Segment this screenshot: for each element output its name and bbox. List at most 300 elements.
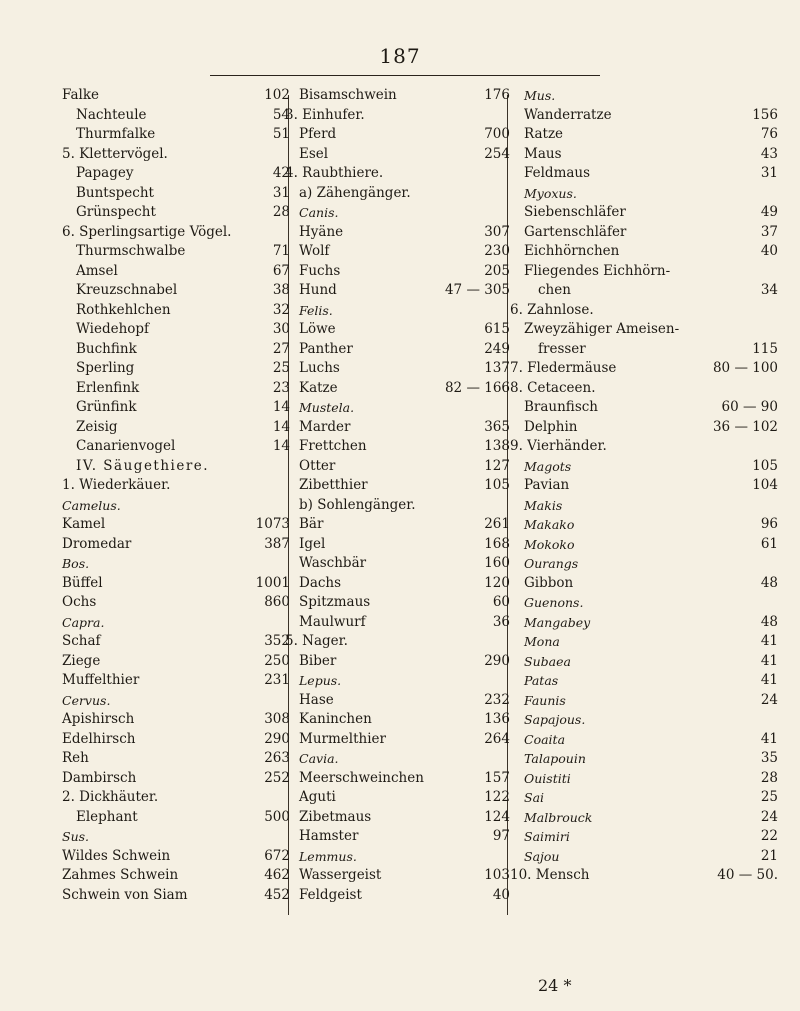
- entry-value: 37: [760, 223, 778, 240]
- entry-value: 254: [484, 145, 510, 162]
- entry-label: Wanderratze: [524, 106, 612, 123]
- entry-value: 615: [484, 321, 510, 337]
- entry-label: Nachteule: [76, 106, 147, 123]
- entry-label: Lepus.: [299, 673, 342, 688]
- entry-value: 290: [264, 730, 290, 747]
- entry-value: 860: [264, 594, 290, 610]
- table-row: [62, 437, 290, 457]
- table-row: [62, 86, 290, 106]
- table-row: [510, 613, 778, 633]
- table-row: [62, 223, 282, 243]
- entry-value: 35: [760, 750, 778, 766]
- entry-label: Zeisig: [76, 418, 118, 435]
- entry-value: 36: [492, 613, 510, 630]
- entry-label: Gartenschläfer: [524, 223, 627, 240]
- entry-value: 137: [484, 360, 510, 376]
- table-row: [285, 866, 510, 886]
- table-row: [510, 125, 778, 145]
- table-row: [285, 262, 510, 282]
- table-row: [62, 632, 290, 652]
- table-row: [510, 418, 778, 438]
- entry-label: Makako: [524, 517, 575, 532]
- entry-value: 61: [760, 535, 778, 552]
- table-row: [285, 359, 510, 379]
- entry-value: 47 — 305: [444, 282, 510, 298]
- table-row: [510, 145, 778, 165]
- entry-value: 40: [760, 243, 778, 259]
- entry-value: 105: [484, 477, 510, 493]
- entry-label: Erlenfink: [76, 379, 140, 396]
- entry-label: Saimiri: [524, 829, 570, 844]
- table-row: [285, 203, 510, 223]
- entry-value: 24: [760, 808, 778, 825]
- entry-value: 105: [752, 457, 778, 474]
- entry-value: 71: [272, 243, 290, 259]
- table-row: [285, 398, 510, 418]
- page-number: 187: [379, 44, 421, 68]
- table-row: [510, 398, 778, 418]
- entry-value: 28: [760, 769, 778, 786]
- entry-label: Aguti: [299, 789, 336, 805]
- entry-label: Hase: [299, 691, 334, 708]
- table-row: [62, 671, 290, 691]
- entry-label: Papagey: [76, 165, 134, 181]
- table-row: [285, 749, 510, 769]
- entry-label: Fliegendes Eichhörn-: [524, 262, 671, 279]
- entry-label: Kreuzschnabel: [76, 282, 178, 298]
- table-row: [285, 769, 510, 789]
- signature-mark: 24 *: [538, 976, 572, 995]
- entry-label: Myoxus.: [524, 185, 577, 201]
- entry-label: Otter: [299, 457, 336, 474]
- entry-label: Capra.: [62, 614, 105, 630]
- entry-value: 387: [264, 535, 290, 552]
- entry-label: Patas: [524, 673, 559, 688]
- entry-value: 205: [484, 262, 510, 279]
- entry-value: 352: [264, 633, 290, 649]
- table-row: [62, 418, 290, 438]
- table-row: [285, 496, 510, 516]
- entry-label: Wiedehopf: [76, 321, 150, 337]
- entry-value: 31: [272, 184, 290, 201]
- table-row: [62, 866, 290, 886]
- entry-label: Waschbär: [299, 555, 367, 571]
- table-row: [62, 281, 290, 301]
- table-row: [285, 535, 510, 555]
- table-row: [285, 223, 510, 243]
- entry-value: 48: [760, 574, 778, 591]
- entry-label: Reh: [62, 750, 89, 766]
- entry-label: Fuchs: [299, 262, 341, 279]
- entry-value: 14: [272, 399, 290, 415]
- entry-value: 76: [760, 126, 778, 142]
- table-row: [510, 86, 778, 106]
- table-row: [62, 398, 290, 418]
- table-column-2: [285, 86, 510, 905]
- header-rule: [210, 75, 600, 76]
- table-row: [510, 769, 778, 789]
- entry-label: Marder: [299, 418, 351, 435]
- entry-label: Cavia.: [299, 751, 339, 766]
- table-row: [62, 847, 290, 867]
- entry-label: Hamster: [299, 828, 359, 844]
- table-row: [62, 535, 290, 555]
- entry-label: Kamel: [62, 516, 106, 532]
- entry-label: Feldgeist: [299, 886, 362, 903]
- table-row: [285, 808, 510, 828]
- entry-label: Zahmes Schwein: [62, 867, 179, 883]
- table-row: [285, 847, 510, 867]
- entry-value: 32: [272, 301, 290, 318]
- entry-value: 261: [484, 516, 510, 532]
- entry-value: 160: [484, 555, 510, 571]
- table-row: [510, 437, 778, 457]
- entry-label: Thurmfalke: [76, 126, 156, 142]
- entry-label: Mustela.: [299, 400, 355, 415]
- entry-label: Mangabey: [524, 614, 591, 630]
- entry-value: 43: [760, 145, 778, 162]
- entry-value: 136: [484, 711, 510, 727]
- table-row: [510, 164, 778, 184]
- entry-label: Hund: [299, 282, 337, 298]
- entry-label: Feldmaus: [524, 165, 591, 181]
- entry-value: 27: [272, 340, 290, 357]
- table-row: [62, 476, 282, 496]
- table-row: [62, 769, 290, 789]
- entry-label: Ourangs: [524, 556, 579, 571]
- entry-value: 97: [492, 828, 510, 844]
- entry-label: Magots: [524, 458, 572, 474]
- table-row: [285, 827, 510, 847]
- entry-label: Edelhirsch: [62, 730, 136, 747]
- entry-label: Buchfink: [76, 340, 137, 357]
- table-row: [285, 886, 510, 906]
- entry-value: 232: [484, 691, 510, 708]
- entry-label: Büffel: [62, 574, 103, 591]
- entry-value: 103: [484, 867, 510, 883]
- entry-value: 36 — 102: [712, 418, 778, 435]
- entry-value: 23: [272, 379, 290, 396]
- entry-label: Cervus.: [62, 692, 111, 708]
- table-row: [285, 320, 510, 340]
- entry-label: Luchs: [299, 360, 340, 376]
- table-row: [510, 379, 778, 399]
- table-row: [62, 145, 282, 165]
- entry-label: Ratze: [524, 126, 564, 142]
- table-row: [510, 535, 778, 555]
- entry-value: 28: [272, 204, 290, 220]
- entry-value: 500: [264, 808, 290, 825]
- entry-label: Sus.: [62, 829, 90, 844]
- entry-label: Biber: [299, 652, 337, 669]
- entry-value: 30: [272, 321, 290, 337]
- table-row: [62, 515, 290, 535]
- entry-value: 157: [484, 769, 510, 786]
- entry-label: 5. Klettervögel.: [62, 145, 168, 162]
- table-row: [62, 808, 290, 828]
- table-row: [285, 242, 510, 262]
- entry-label: Wolf: [299, 243, 330, 259]
- entry-label: 8. Cetaceen.: [510, 379, 596, 396]
- entry-label: Rothkehlchen: [76, 301, 171, 318]
- entry-label: Meerschweinchen: [299, 769, 424, 786]
- entry-label: Coaita: [524, 731, 566, 747]
- entry-label: Canis.: [299, 205, 339, 220]
- entry-value: 14: [272, 438, 290, 454]
- entry-value: 290: [484, 652, 510, 669]
- entry-value: 307: [484, 223, 510, 240]
- table-row: [510, 262, 778, 282]
- entry-label: Canarienvogel: [76, 438, 176, 454]
- entry-label: 1. Wiederkäuer.: [62, 477, 171, 493]
- table-row: [62, 125, 290, 145]
- table-row: [510, 359, 778, 379]
- entry-value: 80 — 100: [712, 360, 778, 376]
- entry-label: Muffelthier: [62, 672, 140, 688]
- entry-label: a) Zähengänger.: [299, 184, 411, 201]
- entry-label: Gibbon: [524, 574, 574, 591]
- entry-value: 700: [484, 126, 510, 142]
- entry-label: 9. Vierhänder.: [510, 438, 607, 454]
- entry-label: Ziege: [62, 652, 101, 669]
- table-row: [510, 301, 778, 321]
- entry-value: 41: [760, 652, 778, 669]
- table-row: [62, 554, 282, 574]
- table-row: [510, 457, 778, 477]
- entry-value: 60: [492, 594, 510, 610]
- entry-value: 51: [272, 126, 290, 142]
- entry-label: IV. Säugethiere.: [76, 457, 210, 474]
- entry-value: 40 — 50.: [717, 867, 778, 883]
- table-row: [62, 613, 282, 633]
- table-row: [62, 886, 290, 906]
- entry-label: Malbrouck: [524, 809, 593, 825]
- entry-label: Bär: [299, 516, 324, 532]
- entry-value: 120: [484, 574, 510, 591]
- entry-value: 122: [484, 789, 510, 805]
- entry-value: 462: [264, 867, 290, 883]
- table-row: [285, 125, 510, 145]
- entry-label: Dromedar: [62, 535, 132, 552]
- entry-label: Esel: [299, 145, 329, 162]
- table-row: [62, 710, 290, 730]
- table-row: [510, 496, 778, 516]
- table-row: [62, 457, 282, 477]
- table-row: [62, 301, 290, 321]
- entry-label: chen: [538, 282, 571, 298]
- table-row: [510, 223, 778, 243]
- entry-value: 156: [752, 106, 778, 123]
- table-row: [510, 574, 778, 594]
- table-row: [510, 340, 778, 360]
- table-row: [62, 827, 282, 847]
- entry-value: 41: [760, 633, 778, 649]
- table-row: [285, 164, 510, 184]
- entry-label: Siebenschläfer: [524, 204, 626, 220]
- entry-value: 124: [484, 808, 510, 825]
- table-row: [285, 652, 510, 672]
- entry-label: Igel: [299, 535, 326, 552]
- entry-value: 1001: [255, 574, 290, 591]
- entry-label: Dachs: [299, 574, 342, 591]
- entry-value: 14: [272, 418, 290, 435]
- table-row: [285, 730, 510, 750]
- table-row: [285, 340, 510, 360]
- entry-label: fresser: [538, 340, 586, 357]
- entry-label: Ochs: [62, 594, 97, 610]
- table-column-1: [62, 86, 290, 905]
- table-row: [285, 281, 510, 301]
- entry-label: Camelus.: [62, 497, 121, 513]
- entry-value: 115: [752, 340, 778, 357]
- entry-value: 250: [264, 652, 290, 669]
- entry-value: 264: [484, 730, 510, 747]
- entry-value: 25: [760, 789, 778, 805]
- entry-label: Mus.: [524, 88, 556, 103]
- entry-label: Grünfink: [76, 399, 137, 415]
- entry-label: Wassergeist: [299, 867, 382, 883]
- entry-value: 34: [760, 282, 778, 298]
- entry-label: Wildes Schwein: [62, 847, 171, 864]
- table-row: [510, 847, 778, 867]
- entry-value: 176: [484, 87, 510, 103]
- entry-value: 252: [264, 769, 290, 786]
- table-row: [510, 476, 778, 496]
- table-row: [62, 749, 290, 769]
- entry-label: Apishirsch: [62, 711, 135, 727]
- table-row: [285, 691, 510, 711]
- entry-label: Elephant: [76, 808, 138, 825]
- entry-label: Schwein von Siam: [62, 886, 188, 903]
- table-row: [285, 613, 510, 633]
- entry-value: 672: [264, 847, 290, 864]
- table-row: [285, 184, 510, 204]
- entry-label: Frettchen: [299, 438, 367, 454]
- entry-label: Falke: [62, 87, 99, 103]
- table-row: [62, 164, 290, 184]
- table-row: [510, 691, 778, 711]
- table-row: [62, 788, 282, 808]
- entry-label: 4. Raubthiere.: [285, 165, 384, 181]
- table-row: [510, 866, 778, 886]
- entry-label: Talapouin: [524, 751, 586, 766]
- table-row: [62, 496, 282, 516]
- entry-label: Pavian: [524, 477, 570, 493]
- table-row: [285, 86, 510, 106]
- table-row: [510, 730, 778, 750]
- entry-value: 96: [760, 516, 778, 532]
- table-row: [510, 554, 778, 574]
- entry-label: Maus: [524, 145, 562, 162]
- entry-value: 452: [264, 886, 290, 903]
- table-row: [285, 379, 510, 399]
- entry-value: 138: [484, 438, 510, 454]
- entry-label: Katze: [299, 379, 338, 396]
- entry-value: 48: [760, 613, 778, 630]
- entry-label: 6. Zahnlose.: [510, 301, 594, 318]
- entry-value: 42: [272, 165, 290, 181]
- entry-label: Braunfisch: [524, 399, 598, 415]
- entry-label: Sapajous.: [524, 712, 586, 727]
- table-row: [285, 574, 510, 594]
- entry-label: Subaea: [524, 653, 571, 669]
- entry-label: 5. Nager.: [285, 633, 348, 649]
- entry-label: Hyäne: [299, 223, 344, 240]
- table-row: [62, 730, 290, 750]
- entry-label: 6. Sperlingsartige Vögel.: [62, 223, 232, 240]
- entry-value: 365: [484, 418, 510, 435]
- entry-label: Guenons.: [524, 595, 584, 610]
- table-row: [510, 808, 778, 828]
- table-row: [510, 281, 778, 301]
- entry-label: Schaf: [62, 633, 101, 649]
- entry-value: 21: [760, 847, 778, 864]
- entry-label: 7. Fledermäuse: [510, 360, 617, 376]
- table-row: [285, 418, 510, 438]
- table-row: [510, 671, 778, 691]
- entry-value: 102: [264, 87, 290, 103]
- table-row: [510, 632, 778, 652]
- entry-label: Ouistiti: [524, 770, 571, 786]
- table-row: [510, 827, 778, 847]
- table-row: [510, 242, 778, 262]
- entry-label: Zibetthier: [299, 477, 368, 493]
- table-row: [510, 515, 778, 535]
- entry-label: Mokoko: [524, 536, 575, 552]
- table-row: [285, 476, 510, 496]
- entry-label: Amsel: [76, 262, 118, 279]
- table-row: [285, 593, 510, 613]
- entry-label: Thurmschwalbe: [76, 243, 186, 259]
- table-row: [510, 749, 778, 769]
- entry-value: 41: [760, 730, 778, 747]
- entry-label: Bisamschwein: [299, 87, 397, 103]
- entry-value: 104: [752, 477, 778, 493]
- entry-value: 38: [272, 282, 290, 298]
- table-row: [510, 106, 778, 126]
- table-row: [62, 593, 290, 613]
- entry-value: 22: [760, 828, 778, 844]
- table-row: [62, 262, 290, 282]
- entry-value: 308: [264, 711, 290, 727]
- table-row: [62, 379, 290, 399]
- table-row: [62, 359, 290, 379]
- table-row: [285, 106, 510, 126]
- entry-value: 24: [760, 691, 778, 708]
- table-row: [62, 340, 290, 360]
- entry-value: 263: [264, 750, 290, 766]
- entry-label: Buntspecht: [76, 184, 154, 201]
- table-row: [510, 184, 778, 204]
- entry-label: b) Sohlengänger.: [299, 496, 416, 513]
- table-row: [285, 710, 510, 730]
- entry-label: Mona: [524, 634, 560, 649]
- entry-value: 31: [760, 165, 778, 181]
- entry-label: Murmelthier: [299, 730, 386, 747]
- entry-label: Eichhörnchen: [524, 243, 620, 259]
- entry-value: 54: [272, 106, 290, 123]
- table-row: [285, 301, 510, 321]
- table-row: [285, 145, 510, 165]
- table-row: [285, 437, 510, 457]
- table-row: [510, 593, 778, 613]
- table-row: [510, 203, 778, 223]
- entry-label: Kaninchen: [299, 711, 372, 727]
- entry-label: Zweyzähiger Ameisen-: [524, 321, 680, 337]
- table-row: [510, 652, 778, 672]
- entry-value: 60 — 90: [721, 399, 778, 415]
- table-column-3: [510, 86, 778, 886]
